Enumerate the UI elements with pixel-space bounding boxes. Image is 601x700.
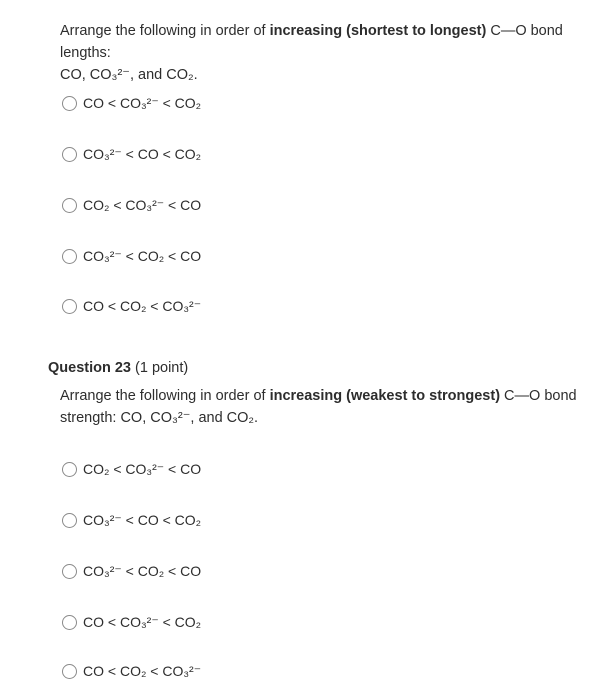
question-number: Question 23 — [48, 360, 131, 376]
prompt-emphasis: increasing (shortest to longest) — [269, 23, 487, 39]
q23-option-3[interactable] — [62, 560, 201, 582]
q22-option-5[interactable] — [62, 295, 201, 317]
question-23-prompt — [60, 385, 585, 429]
radio-button[interactable] — [62, 96, 77, 111]
question-points: (1 point) — [131, 360, 189, 376]
question-22-prompt — [60, 20, 585, 86]
radio-button[interactable] — [62, 564, 77, 579]
option-label: CO < CO₂ < CO₃²⁻ — [83, 297, 202, 314]
option-label: CO₃²⁻ < CO < CO₂ — [83, 511, 202, 528]
radio-button[interactable] — [62, 462, 77, 477]
radio-button[interactable] — [62, 513, 77, 528]
option-label: CO₂ < CO₃²⁻ < CO — [83, 460, 202, 477]
prompt-lead: Arrange the following in order of — [60, 23, 270, 39]
q22-option-4[interactable] — [62, 245, 201, 267]
radio-button[interactable] — [62, 615, 77, 630]
q22-option-2[interactable] — [62, 143, 201, 165]
option-label: CO₃²⁻ < CO < CO₂ — [83, 145, 202, 162]
radio-button[interactable] — [62, 198, 77, 213]
option-label: CO < CO₃²⁻ < CO₂ — [83, 613, 202, 630]
q22-option-1[interactable] — [62, 92, 201, 114]
prompt-species: CO, CO₃²⁻, and CO₂. — [60, 67, 198, 83]
prompt-tail: C—O bond lengths: — [60, 23, 563, 61]
q23-option-1[interactable] — [62, 458, 201, 480]
q23-option-5[interactable] — [62, 660, 201, 682]
radio-button[interactable] — [62, 147, 77, 162]
option-label: CO₂ < CO₃²⁻ < CO — [83, 196, 202, 213]
question-23-heading — [48, 358, 188, 378]
radio-button[interactable] — [62, 299, 77, 314]
radio-button[interactable] — [62, 664, 77, 679]
q23-option-4[interactable] — [62, 611, 201, 633]
option-label: CO₃²⁻ < CO₂ < CO — [83, 247, 202, 264]
prompt-emphasis: increasing (weakest to strongest) — [269, 388, 501, 404]
option-label: CO₃²⁻ < CO₂ < CO — [83, 562, 202, 579]
prompt-species: strength: CO, CO₃²⁻, and CO₂. — [60, 410, 259, 426]
option-label: CO < CO₂ < CO₃²⁻ — [83, 662, 202, 679]
prompt-lead: Arrange the following in order of — [60, 388, 270, 404]
q22-option-3[interactable] — [62, 194, 201, 216]
q23-option-2[interactable] — [62, 509, 201, 531]
option-label: CO < CO₃²⁻ < CO₂ — [83, 94, 202, 111]
prompt-tail: C—O bond — [500, 388, 577, 404]
radio-button[interactable] — [62, 249, 77, 264]
